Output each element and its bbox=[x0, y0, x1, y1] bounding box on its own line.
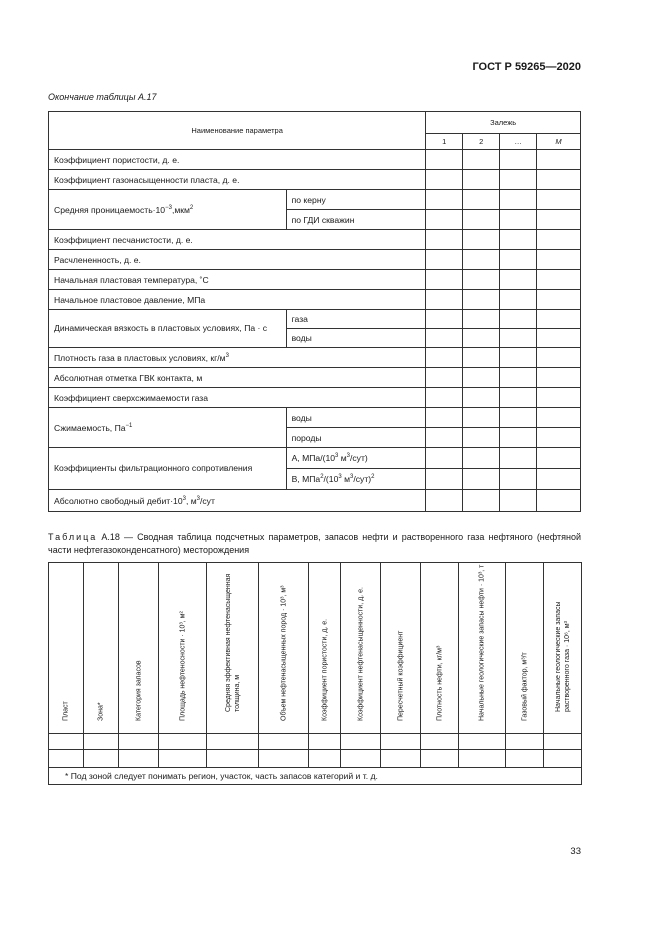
comp-water: воды bbox=[286, 408, 426, 428]
perm-core: по керну bbox=[286, 190, 426, 210]
row-init-temp: Начальная пластовая температура, ˚C bbox=[49, 270, 426, 290]
deposit-col: M bbox=[537, 134, 581, 150]
page-number: 33 bbox=[570, 846, 581, 857]
param-header: Наименование параметра bbox=[49, 112, 426, 150]
row-gwc: Абсолютная отметка ГВК контакта, м bbox=[49, 368, 426, 388]
row-viscosity: Динамическая вязкость в пластовых условиях, Па · с bbox=[49, 310, 287, 348]
deposit-header: Залежь bbox=[426, 112, 581, 134]
table-a18 bbox=[48, 562, 582, 785]
filtr-b: В, $МПа^2/(10^3$ $м^3/сут)^2$ bbox=[286, 469, 426, 490]
col-header: Зона* bbox=[84, 563, 119, 734]
col-header: Коэффициент нефтенасыщенности, д. е. bbox=[341, 563, 381, 734]
col-header: Категория запасов bbox=[119, 563, 159, 734]
row-gas-density: Плотность газа в пластовых условиях, $кг/м^3$ bbox=[49, 348, 426, 368]
table18-caption: Таблица А.18 — Сводная таблица подсчетных параметров, запасов нефти и растворенного газа нефтяного (нефтяной части нефтегазоконденсатного) месторождения bbox=[48, 532, 581, 555]
table17-caption: Окончание таблицы А.17 bbox=[48, 92, 157, 102]
visc-gas: газа bbox=[286, 310, 426, 329]
col-header: Средняя эффективная нефтенасыщенная толщина, м bbox=[207, 563, 259, 734]
col-header: Начальные геологические запасы растворенного газа · 10⁶, м³ bbox=[544, 563, 582, 734]
filtr-a: А, МПа/($10^3$ $м^3/сут$) bbox=[286, 448, 426, 469]
visc-water: воды bbox=[286, 329, 426, 348]
col-header: Пересчетный коэффициент bbox=[381, 563, 421, 734]
comp-rock: породы bbox=[286, 428, 426, 448]
row-gas-saturation: Коэффициент газонасыщенности пласта, д. е. bbox=[49, 170, 426, 190]
row-aof: Абсолютно свободный $дебит\cdot 10^3$, $м^3$/сут bbox=[49, 490, 426, 512]
row-dissection: Расчлененность, д. е. bbox=[49, 250, 426, 270]
row-filtration: Коэффициенты фильтрационного сопротивления bbox=[49, 448, 287, 490]
deposit-col: 2 bbox=[463, 134, 500, 150]
perm-gdi: по ГДИ скважин bbox=[286, 210, 426, 230]
row-sand: Коэффициент песчанистости, д. е. bbox=[49, 230, 426, 250]
col-header: Коэффициент пористости, д. е. bbox=[309, 563, 341, 734]
row-permeability: Средняя $проницаемость\cdot 10^{-3},мкм^2$ bbox=[49, 190, 287, 230]
table-row bbox=[49, 734, 582, 750]
standard-number: ГОСТ Р 59265—2020 bbox=[472, 61, 581, 73]
col-header: Площадь нефтеносности · 10³, м² bbox=[159, 563, 207, 734]
col-header: Начальные геологические запасы нефти · 10³, т bbox=[459, 563, 506, 734]
col-header: Объем нефтенасыщенных пород · 10³, м³ bbox=[259, 563, 309, 734]
table-row bbox=[49, 750, 582, 768]
deposit-col: 1 bbox=[426, 134, 463, 150]
col-header: Плотность нефти, кг/м³ bbox=[421, 563, 459, 734]
table-a17 bbox=[48, 111, 581, 512]
row-init-pressure: Начальное пластовое давление, МПа bbox=[49, 290, 426, 310]
table18-footnote: * Под зоной следует понимать регион, участок, часть запасов категорий и т. д. bbox=[49, 768, 582, 785]
deposit-col: … bbox=[500, 134, 537, 150]
row-compressibility: Сжимаемость, $Па^{-1}$ bbox=[49, 408, 287, 448]
col-header: Газовый фактор, м³/т bbox=[506, 563, 544, 734]
row-porosity: Коэффициент пористости, д. е. bbox=[49, 150, 426, 170]
col-header: Пласт bbox=[49, 563, 84, 734]
row-supercompress: Коэффициент сверхсжимаемости газа bbox=[49, 388, 426, 408]
